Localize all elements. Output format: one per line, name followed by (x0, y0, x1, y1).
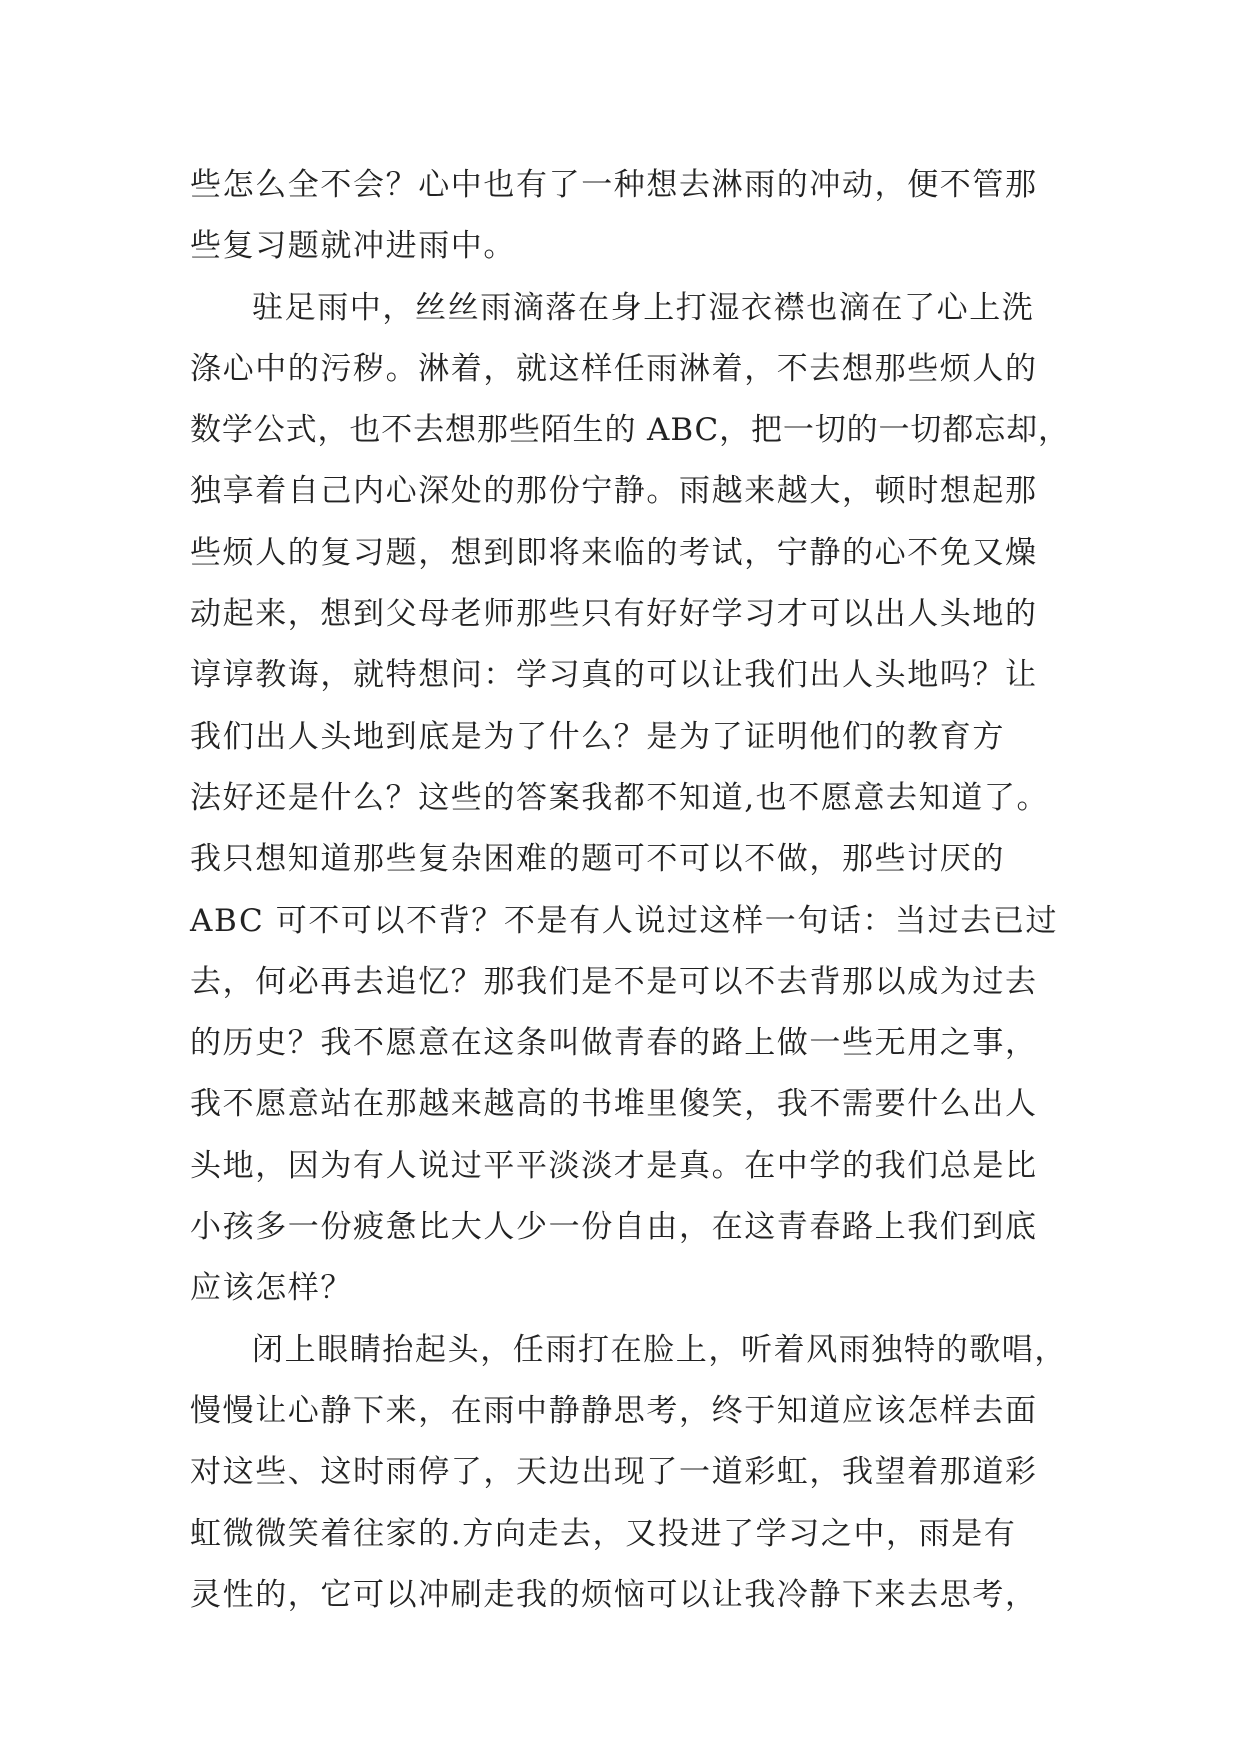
text-line: 些怎么全不会？心中也有了一种想去淋雨的冲动，便不管那 (190, 167, 1038, 203)
text-line: 的历史？我不愿意在这条叫做青春的路上做一些无用之事， (190, 1025, 1038, 1062)
text-line: 涤心中的污秽。淋着，就这样任雨淋着，不去想那些烦人的 (190, 350, 1038, 387)
text-line: 虹微微笑着往家的.方向走去，又投进了学习之中，雨是有 (190, 1515, 1017, 1552)
text-line: 些烦人的复习题，想到即将来临的考试，宁静的心不免又燥 (190, 534, 1038, 571)
text-line: 我不愿意站在那越来越高的书堆里傻笑，我不需要什么出人 (190, 1086, 1038, 1123)
text-line: 闭上眼睛抬起头，任雨打在脸上，听着风雨独特的歌唱， (252, 1331, 1067, 1368)
body-text (190, 155, 1070, 1626)
text-line: 些复习题就冲进雨中。 (190, 228, 516, 265)
text-line: 驻足雨中，丝丝雨滴落在身上打湿衣襟也滴在了心上洗 (252, 289, 1035, 326)
text-line: 我只想知道那些复杂困难的题可不可以不做，那些讨厌的 (190, 841, 1005, 878)
text-line: 头地，因为有人说过平平淡淡才是真。在中学的我们总是比 (190, 1147, 1038, 1184)
text-line: 应该怎样？ (190, 1270, 353, 1307)
text-line: 动起来，想到父母老师那些只有好好学习才可以出人头地的 (190, 596, 1038, 633)
text-line: 法好还是什么？这些的答案我都不知道,也不愿意去知道了。 (190, 779, 1050, 816)
text-line: ABC 可不可以不背？不是有人说过这样一句话：当过去已过 (190, 902, 1059, 939)
text-line: 独享着自己内心深处的那份宁静。雨越来越大，顿时想起那 (190, 473, 1038, 510)
text-line: 对这些、这时雨停了，天边出现了一道彩虹，我望着那道彩 (190, 1454, 1038, 1491)
text-line: 谆谆教诲，就特想问：学习真的可以让我们出人头地吗？让 (190, 657, 1038, 694)
text-line: 去，何必再去追忆？那我们是不是可以不去背那以成为过去 (190, 963, 1038, 1000)
text-line: 数学公式，也不去想那些陌生的 ABC，把一切的一切都忘却， (190, 412, 1070, 449)
text-line: 慢慢让心静下来，在雨中静静思考，终于知道应该怎样去面 (190, 1392, 1038, 1429)
text-line: 我们出人头地到底是为了什么？是为了证明他们的教育方 (190, 718, 1005, 755)
text-line: 小孩多一份疲惫比大人少一份自由，在这青春路上我们到底 (190, 1209, 1038, 1246)
text-line: 灵性的，它可以冲刷走我的烦恼可以让我冷静下来去思考， (190, 1576, 1038, 1613)
